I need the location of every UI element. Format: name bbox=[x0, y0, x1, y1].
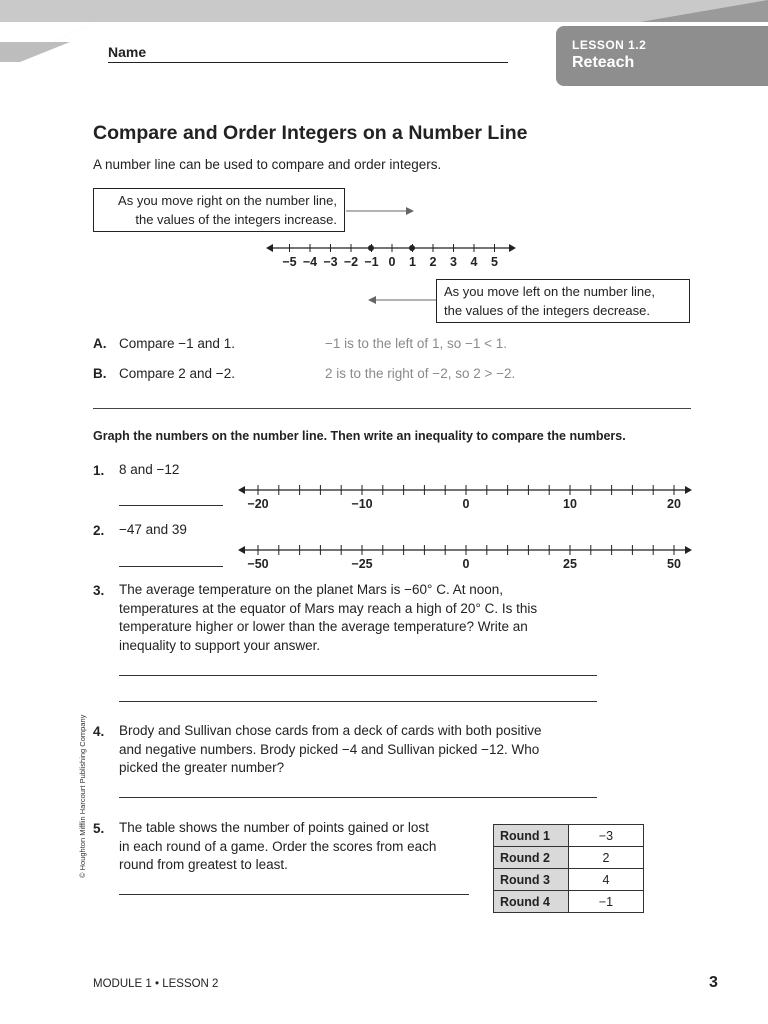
tick-label: −20 bbox=[247, 497, 269, 511]
tick-label: 2 bbox=[429, 255, 437, 269]
instructions: Graph the numbers on the number line. Then write an inequality to compare the numbers. bbox=[93, 429, 626, 443]
tick-label: −10 bbox=[351, 497, 373, 511]
tick-label: −2 bbox=[343, 255, 359, 269]
left-arrow-icon bbox=[368, 294, 438, 306]
tick-label: 0 bbox=[462, 557, 470, 571]
problem-3-number: 3. bbox=[93, 583, 105, 598]
point-neg1 bbox=[368, 245, 374, 251]
page-number: 3 bbox=[709, 974, 718, 991]
problem-3-answer-line-2[interactable] bbox=[119, 701, 597, 702]
callout-left-line2: the values of the integers decrease. bbox=[444, 303, 650, 318]
example-b-letter: B. bbox=[93, 366, 107, 381]
problem-5-number: 5. bbox=[93, 821, 105, 836]
rounds-table bbox=[493, 824, 644, 913]
tick-label: 0 bbox=[388, 255, 396, 269]
callout-move-left bbox=[436, 279, 690, 323]
tick-label: −50 bbox=[247, 557, 269, 571]
page-title: Compare and Order Integers on a Number Line bbox=[93, 122, 528, 144]
tick-label: −4 bbox=[302, 255, 318, 269]
tick-label: 20 bbox=[667, 497, 681, 511]
point-pos1 bbox=[409, 245, 415, 251]
tick-label: −3 bbox=[323, 255, 338, 269]
round-score: 2 bbox=[569, 847, 644, 869]
problem-4-line: Brody and Sullivan chose cards from a deck of cards with both positive bbox=[119, 723, 542, 738]
tick-label: 0 bbox=[462, 497, 470, 511]
copyright-notice: © Houghton Mifflin Harcourt Publishing Company bbox=[78, 714, 87, 878]
round-label: Round 4 bbox=[494, 891, 569, 913]
right-arrow-icon bbox=[346, 205, 416, 217]
table-row bbox=[494, 891, 644, 913]
problem-4-text bbox=[119, 722, 541, 778]
tick-label: 4 bbox=[470, 255, 478, 269]
example-number-line bbox=[266, 238, 518, 272]
tick-label: 1 bbox=[409, 255, 416, 269]
problem-2-text: −47 and 39 bbox=[119, 522, 187, 537]
problem-2-number-line[interactable] bbox=[238, 540, 694, 574]
round-score: −3 bbox=[569, 825, 644, 847]
round-label: Round 2 bbox=[494, 847, 569, 869]
problem-3-line: temperature higher or lower than the average temperature? Write an bbox=[119, 619, 528, 634]
table-row bbox=[494, 847, 644, 869]
problem-4-answer-line[interactable] bbox=[119, 797, 597, 798]
table-row bbox=[494, 869, 644, 891]
callout-left-line1: As you move left on the number line, bbox=[444, 284, 656, 299]
problem-5-line: round from greatest to least. bbox=[119, 857, 288, 872]
tick-label: 25 bbox=[563, 557, 577, 571]
lesson-number: LESSON 1.2 bbox=[572, 38, 647, 52]
problem-3-text bbox=[119, 581, 537, 655]
tick-label: 50 bbox=[667, 557, 681, 571]
problem-5-text bbox=[119, 819, 436, 875]
problem-2-answer-line[interactable] bbox=[119, 566, 223, 567]
problem-5-line: The table shows the number of points gained or lost bbox=[119, 820, 429, 835]
tick-label: −25 bbox=[351, 557, 373, 571]
name-line bbox=[108, 62, 508, 63]
example-a-prompt: Compare −1 and 1. bbox=[119, 336, 235, 351]
problem-3-line: The average temperature on the planet Mars is −60° C. At noon, bbox=[119, 582, 503, 597]
problem-2-number: 2. bbox=[93, 523, 105, 538]
problem-1-answer-line[interactable] bbox=[119, 505, 223, 506]
callout-move-right bbox=[93, 188, 345, 232]
problem-3-answer-line-1[interactable] bbox=[119, 675, 597, 676]
round-score: −1 bbox=[569, 891, 644, 913]
tick-label: −1 bbox=[364, 255, 379, 269]
section-divider bbox=[93, 408, 691, 409]
problem-5-answer-line[interactable] bbox=[119, 894, 469, 895]
table-row bbox=[494, 825, 644, 847]
tick-label: −5 bbox=[282, 255, 297, 269]
problem-4-line: and negative numbers. Brody picked −4 and Sullivan picked −12. Who bbox=[119, 741, 540, 757]
problem-1-number-line[interactable] bbox=[238, 480, 694, 514]
problem-5-line: in each round of a game. Order the scores from each bbox=[119, 838, 437, 854]
lesson-type: Reteach bbox=[572, 54, 635, 71]
round-label: Round 3 bbox=[494, 869, 569, 891]
name-label: Name bbox=[108, 44, 147, 60]
intro-text: A number line can be used to compare and order integers. bbox=[93, 157, 442, 172]
example-b-answer: 2 is to the right of −2, so 2 > −2. bbox=[325, 366, 516, 381]
tick-label: 5 bbox=[491, 255, 498, 269]
example-a-answer: −1 is to the left of 1, so −1 < 1. bbox=[325, 336, 507, 351]
problem-1-text: 8 and −12 bbox=[119, 462, 180, 477]
problem-4-line: picked the greater number? bbox=[119, 760, 285, 775]
callout-right-line2: the values of the integers increase. bbox=[135, 212, 337, 227]
tick-label: 3 bbox=[450, 255, 457, 269]
problem-1-number: 1. bbox=[93, 463, 105, 478]
problem-3-line: temperatures at the equator of Mars may reach a high of 20° C. Is this bbox=[119, 600, 538, 616]
example-a-letter: A. bbox=[93, 336, 107, 351]
tick-label: 10 bbox=[563, 497, 577, 511]
callout-right-line1: As you move right on the number line, bbox=[118, 193, 337, 208]
example-b-prompt: Compare 2 and −2. bbox=[119, 366, 235, 381]
round-label: Round 1 bbox=[494, 825, 569, 847]
round-score: 4 bbox=[569, 869, 644, 891]
problem-4-number: 4. bbox=[93, 724, 105, 739]
problem-3-line: inequality to support your answer. bbox=[119, 637, 321, 653]
footer-module-lesson: MODULE 1 • LESSON 2 bbox=[93, 978, 219, 990]
